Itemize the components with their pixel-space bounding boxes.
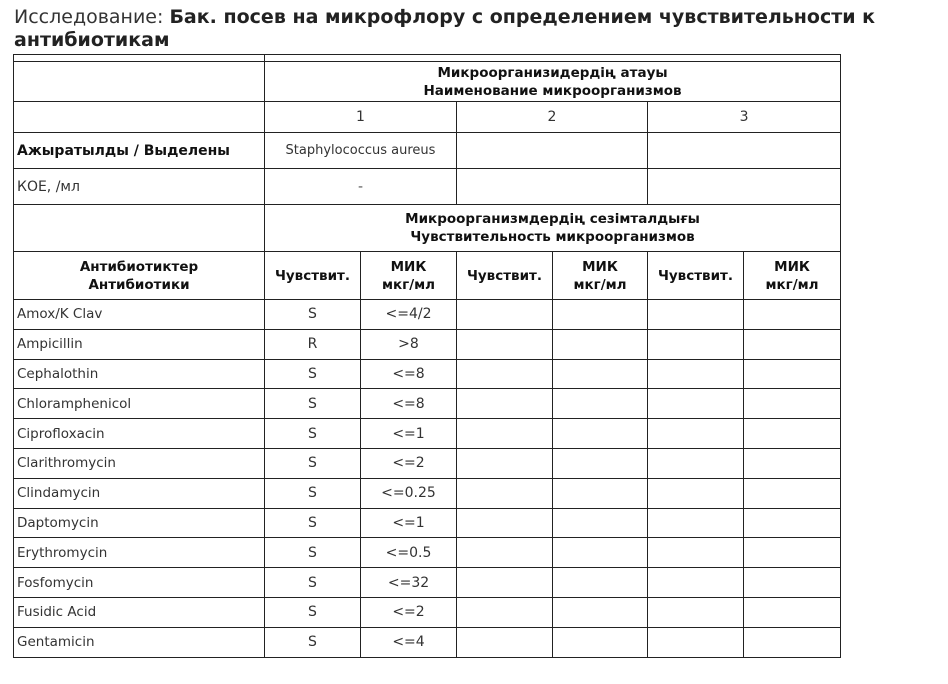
antibiotic-name: Daptomycin — [14, 508, 265, 538]
antibiotic-name: Ciprofloxacin — [14, 419, 265, 449]
table-row — [14, 478, 841, 508]
sensitivity-3 — [648, 359, 744, 389]
sensitivity-1: S — [265, 597, 361, 627]
mic-1: <=8 — [361, 359, 457, 389]
sens-col-header-2: Чувствит. — [457, 252, 553, 300]
mic-3 — [744, 568, 841, 598]
title-label: Исследование: — [14, 6, 164, 28]
sensitivity-1: S — [265, 508, 361, 538]
sensitivity-2 — [457, 538, 553, 568]
sens-col-header-1: Чувствит. — [265, 252, 361, 300]
mic-2 — [553, 448, 648, 478]
sensitivity-2 — [457, 389, 553, 419]
table-row — [14, 300, 841, 330]
sensitivity-2 — [457, 627, 553, 657]
antibiotic-name: Clindamycin — [14, 478, 265, 508]
col-numbers-row — [14, 102, 841, 133]
sensitivity-2 — [457, 508, 553, 538]
table-row — [14, 508, 841, 538]
mic-label: МИК — [390, 258, 427, 275]
sensitivity-1: S — [265, 478, 361, 508]
antibiotic-name: Clarithromycin — [14, 448, 265, 478]
mic-3 — [744, 508, 841, 538]
mic-unit: мкг/мл — [573, 276, 627, 293]
mic-1: <=2 — [361, 448, 457, 478]
sensitivity-3 — [648, 329, 744, 359]
mic-3 — [744, 300, 841, 330]
mic-2 — [553, 627, 648, 657]
table-row — [14, 329, 841, 359]
isolated-org-1: Staphylococcus aureus — [265, 133, 457, 169]
mic-col-header-2 — [553, 252, 648, 300]
mic-3 — [744, 448, 841, 478]
antibiotics-header-kz: Антибиотиктер — [79, 258, 199, 275]
mic-3 — [744, 359, 841, 389]
sens-header — [265, 205, 841, 252]
mic-2 — [553, 508, 648, 538]
title-text: Бак. посев на микрофлору с определением чувствительности к антибиотикам — [14, 6, 876, 51]
mic-1: <=0.5 — [361, 538, 457, 568]
mic-col-header-1 — [361, 252, 457, 300]
mic-3 — [744, 538, 841, 568]
mic-unit: мкг/мл — [765, 276, 819, 293]
isolated-row — [14, 133, 841, 169]
table-row — [14, 597, 841, 627]
antibiotic-name: Erythromycin — [14, 538, 265, 568]
mic-1: <=4 — [361, 627, 457, 657]
sensitivity-1: S — [265, 300, 361, 330]
sensitivity-3 — [648, 597, 744, 627]
antibiotics-header — [14, 252, 265, 300]
mic-1: <=4/2 — [361, 300, 457, 330]
sensitivity-3 — [648, 627, 744, 657]
sensitivity-3 — [648, 538, 744, 568]
org-header-ru: Наименование микроорганизмов — [423, 82, 682, 99]
sensitivity-1: S — [265, 568, 361, 598]
mic-1: <=1 — [361, 419, 457, 449]
sens-col-header-3: Чувствит. — [648, 252, 744, 300]
mic-2 — [553, 329, 648, 359]
mic-label: МИК — [774, 258, 810, 275]
table-row — [14, 389, 841, 419]
mic-col-header-3 — [744, 252, 841, 300]
mic-2 — [553, 597, 648, 627]
sensitivity-2 — [457, 419, 553, 449]
cfu-label: КОЕ, /мл — [14, 169, 265, 205]
sensitivity-2 — [457, 597, 553, 627]
sensitivity-1: S — [265, 627, 361, 657]
antibiotic-name: Fusidic Acid — [14, 597, 265, 627]
antibiotic-name: Chloramphenicol — [14, 389, 265, 419]
antibiotic-name: Gentamicin — [14, 627, 265, 657]
mic-3 — [744, 627, 841, 657]
sensitivity-2 — [457, 478, 553, 508]
table-top-row — [14, 55, 841, 62]
col-number-1: 1 — [265, 102, 457, 133]
sensitivity-3 — [648, 389, 744, 419]
mic-1: <=32 — [361, 568, 457, 598]
antibiotic-name: Amox/K Clav — [14, 300, 265, 330]
results-table — [13, 54, 841, 658]
antibiotics-header-ru: Антибиотики — [88, 276, 190, 293]
mic-1: <=1 — [361, 508, 457, 538]
sensitivity-2 — [457, 448, 553, 478]
mic-2 — [553, 389, 648, 419]
antibiotic-rows — [14, 300, 841, 658]
mic-unit: мкг/мл — [381, 276, 436, 293]
sensitivity-1: S — [265, 538, 361, 568]
org-header — [265, 62, 841, 102]
col-number-3: 3 — [648, 102, 841, 133]
mic-1: >8 — [361, 329, 457, 359]
mic-3 — [744, 329, 841, 359]
antibiotic-name: Cephalothin — [14, 359, 265, 389]
sens-header-kz: Микроорганизмдердің сезімталдығы — [405, 211, 700, 227]
mic-1: <=2 — [361, 597, 457, 627]
isolated-org-2 — [457, 133, 648, 169]
sensitivity-2 — [457, 568, 553, 598]
col-number-2: 2 — [457, 102, 648, 133]
table-row — [14, 419, 841, 449]
mic-2 — [553, 300, 648, 330]
sensitivity-1: S — [265, 359, 361, 389]
sensitivity-3 — [648, 419, 744, 449]
table-row — [14, 359, 841, 389]
sensitivity-1: S — [265, 419, 361, 449]
table-row — [14, 448, 841, 478]
antibiotic-name: Ampicillin — [14, 329, 265, 359]
page-title — [14, 6, 934, 52]
mic-2 — [553, 419, 648, 449]
sensitivity-3 — [648, 478, 744, 508]
cfu-value-3 — [648, 169, 841, 205]
cfu-row — [14, 169, 841, 205]
sensitivity-3 — [648, 568, 744, 598]
mic-1: <=8 — [361, 389, 457, 419]
sens-header-ru: Чувствительность микроорганизмов — [410, 229, 695, 245]
cfu-value-1: - — [265, 169, 457, 205]
isolated-org-3 — [648, 133, 841, 169]
sens-header-row — [14, 205, 841, 252]
mic-label: МИК — [582, 258, 618, 275]
mic-2 — [553, 568, 648, 598]
org-header-row — [14, 62, 841, 102]
sensitivity-1: R — [265, 329, 361, 359]
isolated-label: Ажыратылды / Выделены — [14, 133, 265, 169]
sensitivity-2 — [457, 359, 553, 389]
mic-3 — [744, 389, 841, 419]
mic-1: <=0.25 — [361, 478, 457, 508]
table-row — [14, 627, 841, 657]
mic-3 — [744, 597, 841, 627]
sensitivity-1: S — [265, 389, 361, 419]
sensitivity-3 — [648, 448, 744, 478]
table-row — [14, 538, 841, 568]
mic-3 — [744, 419, 841, 449]
table-row — [14, 568, 841, 598]
mic-2 — [553, 478, 648, 508]
sensitivity-2 — [457, 329, 553, 359]
mic-2 — [553, 359, 648, 389]
cfu-value-2 — [457, 169, 648, 205]
sensitivity-3 — [648, 508, 744, 538]
antibiotic-name: Fosfomycin — [14, 568, 265, 598]
mic-3 — [744, 478, 841, 508]
column-header-row — [14, 252, 841, 300]
sensitivity-2 — [457, 300, 553, 330]
mic-2 — [553, 538, 648, 568]
org-header-kz: Микроорганизидердің атауы — [437, 64, 668, 81]
sensitivity-1: S — [265, 448, 361, 478]
sensitivity-3 — [648, 300, 744, 330]
